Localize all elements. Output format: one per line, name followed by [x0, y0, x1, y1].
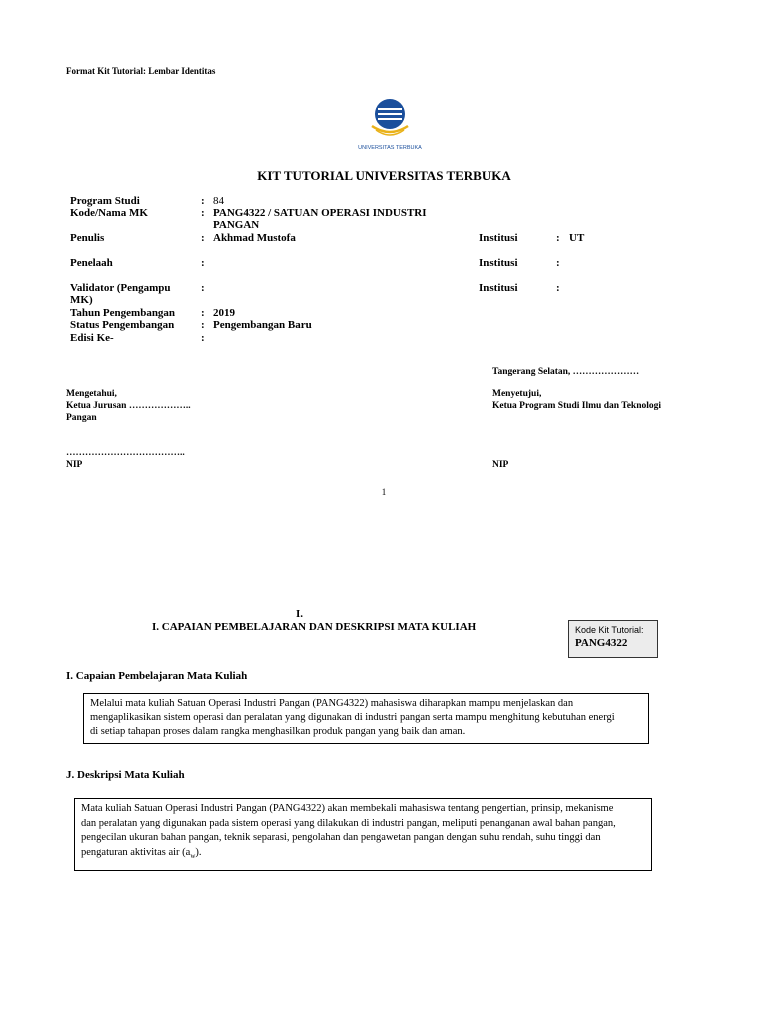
capaian-heading: I. Capaian Pembelajaran Mata Kuliah — [66, 670, 248, 682]
sign-right-nip: NIP — [492, 460, 509, 470]
institusi-value: UT — [569, 232, 585, 244]
deskripsi-line: dan peralatan yang digunakan pada sistem operasi yang dilakukan di industri pangan, meliputi penanganan awal bahan pangan, — [81, 817, 616, 829]
colon: : — [556, 257, 560, 269]
deskripsi-box — [74, 798, 652, 871]
sign-left-dots: ……………………………….. — [66, 448, 185, 458]
university-logo-icon — [358, 92, 422, 148]
kode-kit-box — [568, 620, 658, 658]
status-label: Status Pengembangan — [70, 319, 175, 331]
colon: : — [201, 195, 205, 207]
institusi-label: Institusi — [479, 282, 518, 294]
kode-mk-value-line2: PANGAN — [213, 219, 260, 231]
sign-left-nip: NIP — [66, 460, 83, 470]
colon: : — [201, 257, 205, 269]
capaian-line: Melalui mata kuliah Satuan Operasi Industri Pangan (PANG4322) mahasiswa diharapkan mampu menjelaskan dan — [90, 698, 574, 709]
document-title: KIT TUTORIAL UNIVERSITAS TERBUKA — [257, 168, 511, 183]
colon: : — [201, 307, 205, 319]
deskripsi-line-tail: ). — [195, 846, 202, 858]
colon: : — [201, 232, 205, 244]
validator-label-line1: Validator (Pengampu — [70, 282, 171, 294]
colon: : — [201, 207, 205, 219]
water-activity-subscript: w — [190, 851, 196, 860]
institusi-label: Institusi — [479, 232, 518, 244]
deskripsi-line: Mata kuliah Satuan Operasi Industri Pangan (PANG4322) akan membekali mahasiswa tentang pengertian, prinsip, mekanisme — [81, 803, 614, 814]
institusi-label: Institusi — [479, 257, 518, 269]
colon: : — [201, 332, 205, 344]
sign-left-line3: Pangan — [66, 413, 97, 423]
tahun-value: 2019 — [213, 307, 235, 319]
capaian-line: mengaplikasikan sistem operasi dan peralatan yang digunakan di industri pangan serta mampu menghitung kebutuhan energi — [90, 712, 615, 723]
deskripsi-heading: J. Deskripsi Mata Kuliah — [66, 769, 185, 781]
colon: : — [201, 282, 205, 294]
colon: : — [556, 282, 560, 294]
program-studi-label: Program Studi — [70, 195, 140, 207]
penelaah-label: Penelaah — [70, 257, 113, 269]
university-logo — [358, 92, 422, 151]
edisi-label: Edisi Ke- — [70, 332, 114, 344]
kode-kit-value: PANG4322 — [575, 637, 628, 649]
sign-left-line1: Mengetahui, — [66, 389, 117, 399]
penulis-value: Akhmad Mustofa — [213, 232, 296, 244]
format-label: Format Kit Tutorial: Lembar Identitas — [66, 66, 216, 76]
deskripsi-line: pengecilan ukuran bahan pangan, teknik separasi, pengolahan dan pengawetan pangan dengan suhu rendah, suhu tinggi dan — [81, 832, 601, 843]
logo-text: UNIVERSITAS TERBUKA — [358, 145, 422, 151]
capaian-box — [83, 693, 649, 744]
capaian-line: di setiap tahapan proses dalam rangka menghasilkan produk pangan yang baik dan aman. — [90, 726, 466, 737]
colon: : — [556, 232, 560, 244]
section-heading: I. CAPAIAN PEMBELAJARAN DAN DESKRIPSI MATA KULIAH — [152, 621, 477, 633]
kode-kit-label: Kode Kit Tutorial: — [575, 625, 644, 635]
section-roman: I. — [296, 608, 304, 620]
tahun-label: Tahun Pengembangan — [70, 307, 176, 319]
sign-left-line2: Ketua Jurusan ……………….. — [66, 401, 191, 411]
deskripsi-line — [81, 846, 645, 864]
colon: : — [201, 319, 205, 331]
kode-mk-value-line1: PANG4322 / SATUAN OPERASI INDUSTRI — [213, 207, 427, 219]
page-number: 1 — [381, 487, 387, 497]
status-value: Pengembangan Baru — [213, 319, 312, 331]
place-date: Tangerang Selatan, ………………… — [492, 367, 640, 377]
sign-right-line1: Menyetujui, — [492, 389, 542, 399]
penulis-label: Penulis — [70, 232, 105, 244]
sign-right-line2: Ketua Program Studi Ilmu dan Teknologi — [492, 401, 662, 411]
validator-label-line2: MK) — [70, 294, 93, 306]
program-studi-value: 84 — [213, 195, 224, 207]
kode-mk-label: Kode/Nama MK — [70, 207, 148, 219]
deskripsi-line-text: pengaturan aktivitas air (a — [81, 846, 191, 858]
